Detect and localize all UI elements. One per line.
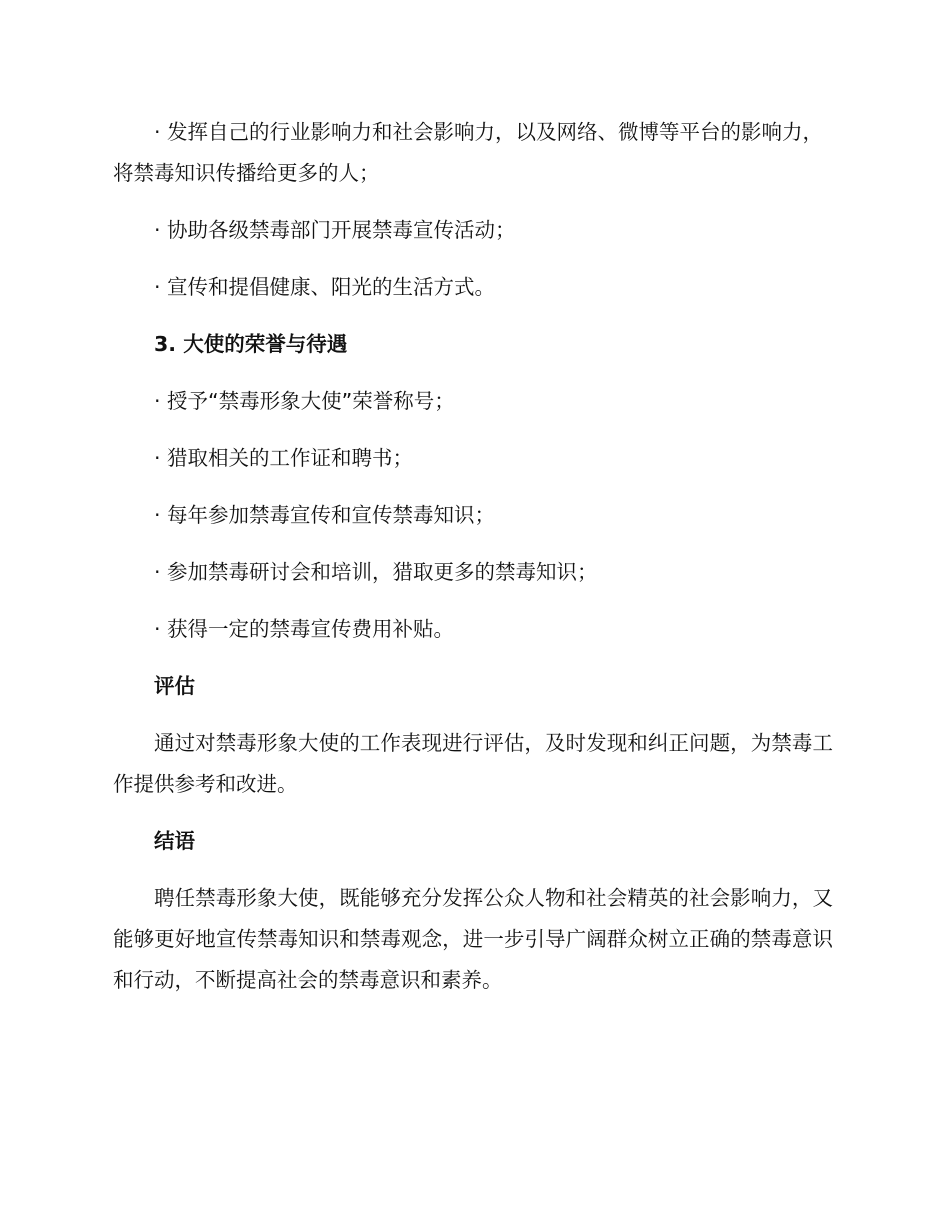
bullet-item: · 授予“禁毒形象大使”荣誉称号； [154, 389, 455, 413]
evaluation-paragraph: 通过对禁毒形象大使的工作表现进行评估，及时发现和纠正问题，为禁毒工作提供参考和改进。 [113, 731, 833, 796]
bullet-item: · 每年参加禁毒宣传和宣传禁毒知识； [154, 503, 496, 527]
bullet-item: · 宣传和提倡健康、阳光的生活方式。 [154, 275, 496, 299]
bullet-item: · 参加禁毒研讨会和培训，猎取更多的禁毒知识； [154, 560, 598, 584]
conclusion-paragraph: 聘任禁毒形象大使，既能够充分发挥公众人物和社会精英的社会影响力，又能够更好地宣传禁毒知识和禁毒观念，进一步引导广阔群众树立正确的禁毒意识和行动，不断提高社会的禁毒意识和素养。 [113, 886, 833, 992]
bullet-item: · 猎取相关的工作证和聘书； [154, 446, 414, 470]
bullet-item: · 发挥自己的行业影响力和社会影响力，以及网络、微博等平台的影响力，将禁毒知识传播给更多的人； [113, 120, 824, 185]
section-heading-honors: 3. 大使的荣誉与待遇 [154, 332, 348, 356]
bullet-item: · 协助各级禁毒部门开展禁毒宣传活动； [154, 218, 516, 242]
section-heading-evaluation: 评估 [154, 674, 195, 698]
bullet-item: · 获得一定的禁毒宣传费用补贴。 [154, 617, 455, 641]
document-page [113, 112, 833, 1017]
section-heading-conclusion: 结语 [154, 829, 195, 853]
